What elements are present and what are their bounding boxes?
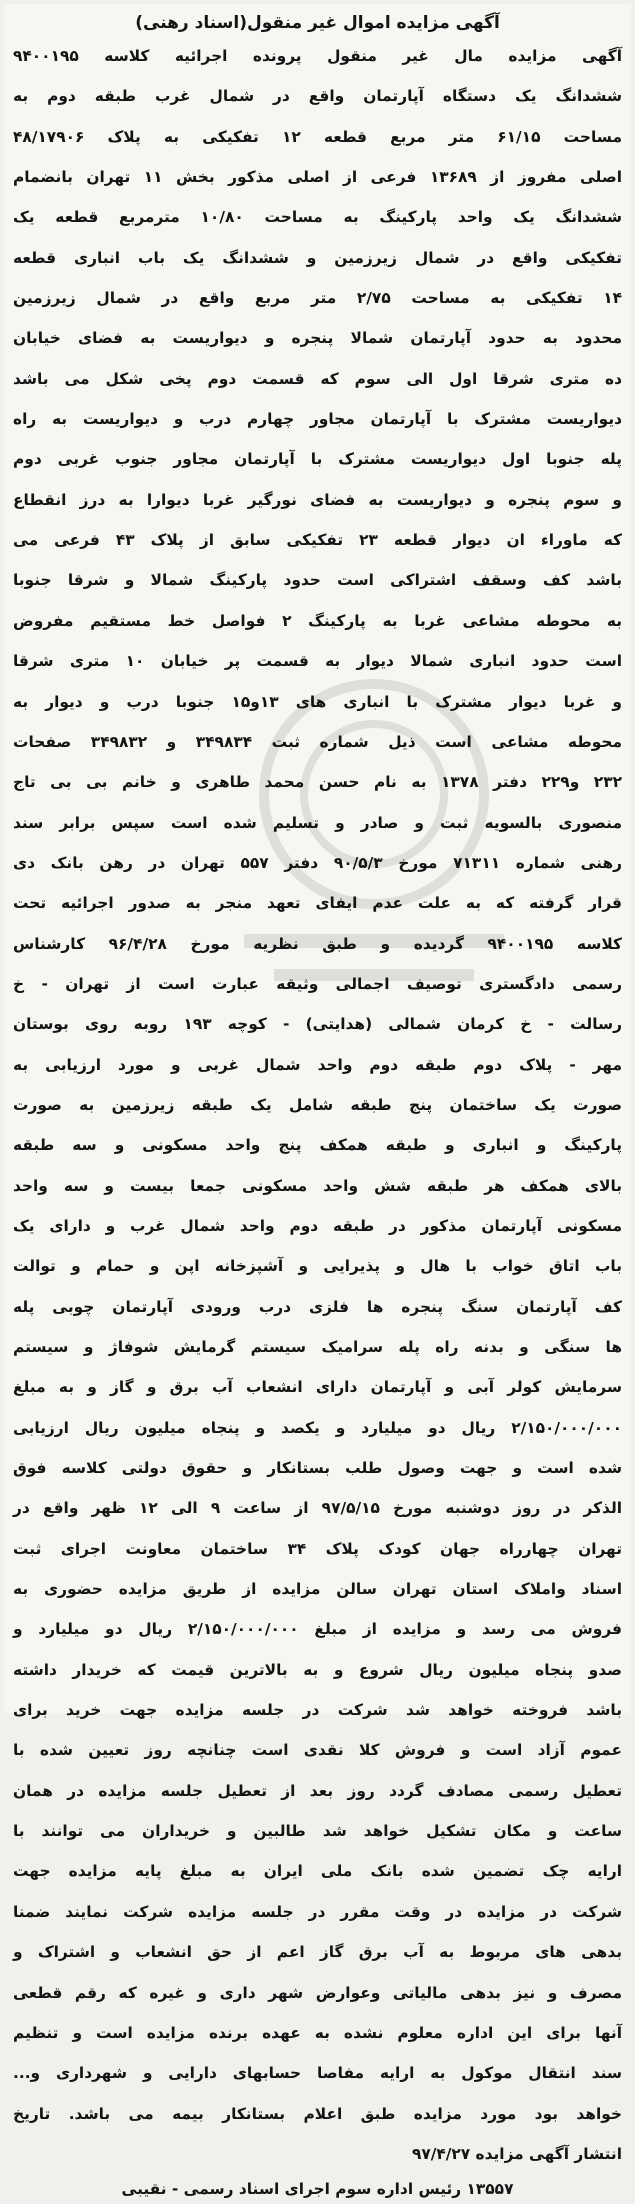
- notice-line: سرمایش کولر آبی و آپارتمان دارای انشعاب آب برق و گاز و به مبلغ: [13, 1378, 622, 1397]
- notice-line: محدود به حدود آپارتمان شمالا پنجره و دیواریست به فضای خیابان: [13, 329, 622, 348]
- notice-line: باشد کف وسقف اشتراکی است حدود پارکینگ شمالا و شرقا جنوبا: [13, 571, 622, 590]
- notice-body: [13, 36, 622, 2174]
- notice-line: است حدود انباری شمالا دیوار به قسمت پر خیابان ۱۰ متری شرقا: [13, 652, 622, 671]
- notice-line: ها سنگی و بدنه راه پله سرامیک سیستم گرمایش شوفاژ و سیستم: [13, 1338, 622, 1356]
- notice-line: انتشار آگهی مزایده ۹۷/۴/۲۷: [411, 2144, 622, 2163]
- notice-line: دیواریست مشترک با آپارتمان مجاور چهارم درب و دیواریست به راه: [13, 410, 622, 429]
- notice-line: باشد فروخته خواهد شد شرکت در جلسه مزایده جهت خرید برای: [13, 1701, 622, 1720]
- notice-line: تفکیکی واقع در شمال زیرزمین و ششدانگ یک باب انباری قطعه: [13, 248, 622, 267]
- notice-line: پارکینگ و انباری و طبقه همکف پنج واحد مسکونی و سه طبقه: [13, 1136, 622, 1155]
- notice-line: مصرف و نیز بدهی مالیاتی وعوارض شهر داری و غیره که رقم قطعی: [13, 1983, 622, 2002]
- notice-line: باب اتاق خواب با هال و پذیرایی و آشپزخانه اپن و حمام و توالت: [13, 1257, 622, 1276]
- notice-line: قرار گرفته که به علت عدم ایفای تعهد منجر به صدور اجرائیه تحت: [13, 894, 622, 913]
- notice-line: آنها برای این اداره معلوم نشده به عهده برنده مزایده است و تنظیم: [13, 2023, 622, 2042]
- notice-line: رسمی دادگستری توصیف اجمالی وثیقه عبارت است از تهران - خ: [13, 974, 622, 993]
- notice-line: الذکر در روز دوشنبه مورخ ۹۷/۵/۱۵ از ساعت ۹ الی ۱۲ ظهر واقع در: [13, 1499, 623, 1518]
- notice-line: ششدانگ یک دستگاه آپارتمان واقع در شمال غرب طبقه دوم به: [13, 87, 622, 106]
- notice-line: تعطیل رسمی مصادف گردد روز بعد از تعطیل جلسه مزایده در همان: [13, 1781, 622, 1800]
- notice-line: به محوطه مشاعی غربا به پارکینگ ۲ فواصل خط مستقیم مفروض: [13, 611, 623, 630]
- notice-line: آگهی مزایده مال غیر منقول پرونده اجرائیه کلاسه ۹۴۰۰۱۹۵: [13, 47, 622, 65]
- notice-line: ده متری شرقا اول الی سوم که قسمت دوم پخی شکل می باشد: [13, 369, 622, 388]
- notice-line: خواهد بود مورد مزایده طبق اعلام بستانکار بیمه می باشد. تاریخ: [13, 2104, 622, 2123]
- notice-line: شده است و جهت وصول طلب بستانکار و حقوق دولتی کلاسه فوق: [13, 1459, 622, 1478]
- notice-line: سند انتقال موکول به ارایه مفاصا حسابهای دارایی و شهرداری و...: [13, 2064, 622, 2083]
- notice-line: اسناد واملاک استان تهران سالن مزایده از طریق مزایده حضوری به: [13, 1580, 622, 1599]
- notice-line: اصلی مفروز از ۱۳۶۸۹ فرعی از اصلی مذکور بخش ۱۱ تهران بانضمام: [13, 168, 622, 187]
- notice-line: بالای همکف هر طبقه شش واحد مسکونی جمعا بیست و سه واحد: [13, 1176, 622, 1195]
- notice-line: رسالت - خ کرمان شمالی (هدایتی) - کوچه ۱۹۳ روبه روی بوستان: [13, 1015, 622, 1034]
- notice-line: پله جنوبا اول دیواریست مشترک با آپارتمان مجاور جنوب غربی دوم: [13, 450, 622, 469]
- notice-line: و غربا دیوار مشترک با انباری های ۱۳و۱۵ جنوبا درب و دیوار به: [13, 692, 622, 711]
- notice-line: که ماوراء ان دیوار قطعه ۲۳ تفکیکی سابق از پلاک ۴۳ فرعی می: [13, 531, 623, 550]
- notice-line: ساعت و مکان تشکیل خواهد شد طالبین و خریداران می توانند با: [13, 1822, 622, 1841]
- notice-line: رهنی شماره ۷۱۳۱۱ مورخ ۹۰/۵/۳ دفتر ۵۵۷ تهران در رهن بانک دی: [13, 853, 622, 872]
- notice-line: کلاسه ۹۴۰۰۱۹۵ گردیده و طبق نظریه مورخ ۹۶/۴/۲۸ کارشناس: [13, 934, 622, 953]
- notice-line: عموم آزاد است و فروش کلا نقدی است چنانچه روز تعیین شده با: [13, 1741, 622, 1760]
- notice-line: فروش می رسد و مزایده از مبلغ ۲/۱۵۰/۰۰۰/۰۰۰ ریال دو میلیارد و: [13, 1620, 622, 1639]
- notice-line: ششدانگ یک واحد پارکینگ به مساحت ۱۰/۸۰ مترمربع قطعه یک: [13, 208, 622, 227]
- notice-line: شرکت در مزایده در وقت مقرر در جلسه مزایده شرکت نمایند ضمنا: [13, 1902, 622, 1921]
- notice-line: کف آپارتمان سنگ پنجره ها فلزی درب ورودی آپارتمان چوبی پله: [13, 1297, 622, 1316]
- notice-line: مساحت ۶۱/۱۵ متر مربع قطعه ۱۲ تفکیکی به پلاک ۴۸/۱۷۹۰۶: [13, 127, 622, 146]
- notice-line: و سوم پنجره و دیواریست به فضای نورگیر غربا دیوارا به درز انقطاع: [13, 490, 622, 509]
- notice-line: تهران چهارراه جهان کودک پلاک ۳۴ ساختمان معاونت اجرای ثبت: [13, 1539, 622, 1558]
- notice-line: منصوری بالسویه ثبت و صادر و تسلیم شده است سپس برابر سند: [13, 813, 622, 832]
- notice-line: ارایه چک تضمین شده بانک ملی ایران به مبلغ پایه مزایده جهت: [13, 1862, 622, 1881]
- notice-line: مسکونی آپارتمان مذکور در طبقه دوم واحد شمال غرب و دارای یک: [13, 1216, 622, 1235]
- notice-line: صورت یک ساختمان پنج طبقه شامل یک طبقه زیرزمین به صورت: [13, 1095, 622, 1114]
- notice-line: بدهی های مربوط به آب برق گاز اعم از حق انشعاب و اشتراک و: [13, 1943, 622, 1962]
- notice-line: ۲/۱۵۰/۰۰۰/۰۰۰ ریال دو میلیارد و یکصد و پنجاه میلیون ریال ارزیابی: [13, 1418, 622, 1437]
- notice-line: مهر - پلاک دوم طبقه دوم واحد شمال غربی و مورد ارزیابی به: [13, 1055, 622, 1074]
- notice-line: صدو پنجاه میلیون ریال شروع و به بالاترین قیمت که خریدار داشته: [13, 1660, 622, 1679]
- notice-signature: ۱۳۵۵۷ رئیس اداره سوم اجرای اسناد رسمی - نقیبی: [121, 2180, 514, 2199]
- newspaper-clipping: [4, 4, 631, 2199]
- notice-line: محوطه مشاعی است ذیل شماره ثبت ۳۴۹۸۳۴ و ۳۴۹۸۳۲ صفحات: [13, 732, 622, 751]
- notice-title: آگهی مزایده اموال غیر منقول(اسناد رهنی): [135, 13, 500, 33]
- notice-line: ۲۳۲ و۲۲۹ دفتر ۱۳۷۸ به نام حسن محمد طاهری و خانم بی بی تاج: [13, 773, 622, 792]
- notice-line: ۱۴ تفکیکی به مساحت ۲/۷۵ متر مربع واقع در شمال زیرزمین: [13, 289, 622, 308]
